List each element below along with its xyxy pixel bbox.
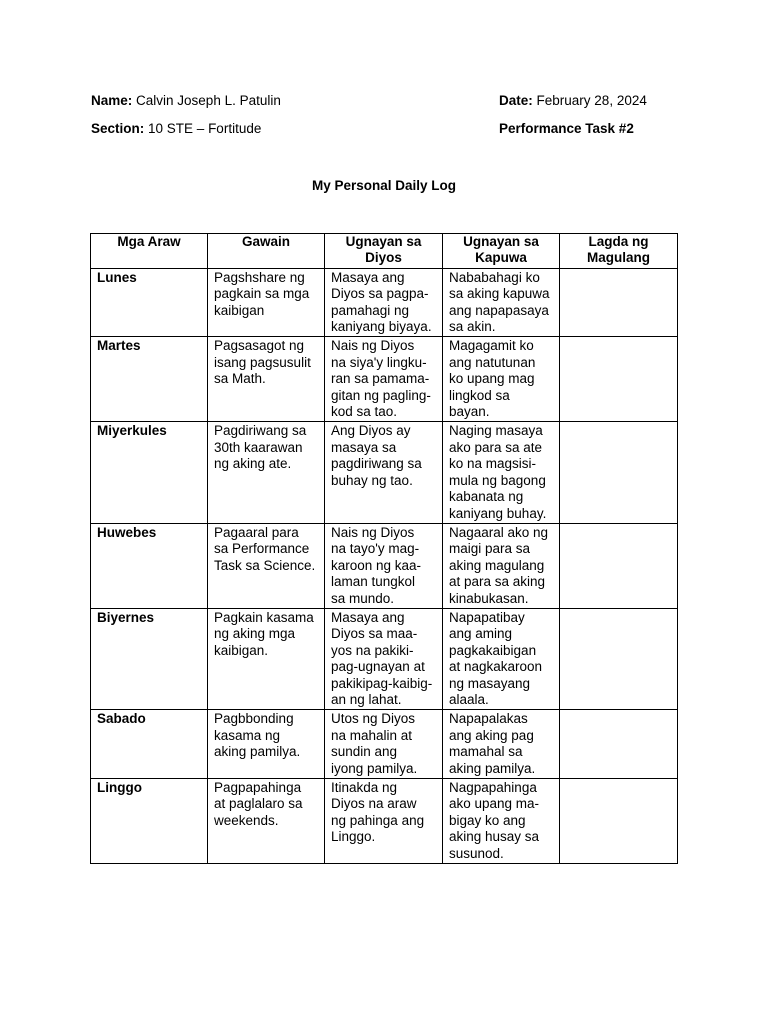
kapuwa-line: at nagkakaroon bbox=[449, 659, 543, 675]
kapuwa-line: susunod. bbox=[449, 845, 504, 861]
diyos-cell bbox=[325, 710, 443, 779]
gawain-cell bbox=[208, 422, 325, 523]
gawain-line: ng aking ate. bbox=[214, 456, 292, 472]
kapuwa-cell bbox=[443, 608, 560, 709]
table-row bbox=[91, 608, 678, 709]
lagda-cell bbox=[560, 779, 678, 864]
table-body bbox=[91, 268, 678, 863]
table-row bbox=[91, 710, 678, 779]
diyos-line: pagdiriwang sa bbox=[331, 456, 422, 472]
diyos-cell bbox=[325, 779, 443, 864]
diyos-line: kod sa tao. bbox=[331, 404, 398, 420]
table-header-row bbox=[91, 234, 678, 269]
kapuwa-line: ako upang ma- bbox=[449, 796, 540, 812]
kapuwa-line: ko upang mag bbox=[449, 371, 535, 387]
diyos-line: Diyos sa maa- bbox=[331, 626, 418, 642]
daily-log-table bbox=[90, 233, 678, 864]
gawain-cell bbox=[208, 779, 325, 864]
gawain-cell bbox=[208, 608, 325, 709]
name-value: Calvin Joseph L. Patulin bbox=[136, 93, 281, 108]
gawain-line: aking pamilya. bbox=[214, 744, 301, 760]
gawain-cell bbox=[208, 710, 325, 779]
kapuwa-line: ang aking pag bbox=[449, 727, 534, 743]
day-cell: Miyerkules bbox=[91, 422, 208, 523]
kapuwa-cell bbox=[443, 422, 560, 523]
diyos-line: Diyos sa pagpa- bbox=[331, 286, 429, 302]
kapuwa-line: aking pamilya. bbox=[449, 760, 536, 776]
diyos-cell bbox=[325, 337, 443, 422]
performance-task-label: Performance Task #2 bbox=[499, 121, 634, 136]
table-row bbox=[91, 422, 678, 523]
kapuwa-cell bbox=[443, 337, 560, 422]
diyos-line: an ng lahat. bbox=[331, 691, 402, 707]
header-lagda-ng-magulang bbox=[560, 234, 678, 269]
kapuwa-line: Nagaaral ako ng bbox=[449, 524, 549, 540]
header-line: Kapuwa bbox=[475, 250, 527, 266]
kapuwa-line: ng masayang bbox=[449, 675, 531, 691]
kapuwa-line: ang napapasaya bbox=[449, 302, 549, 318]
day-cell: Lunes bbox=[91, 268, 208, 337]
diyos-cell bbox=[325, 422, 443, 523]
header-line: Gawain bbox=[241, 234, 290, 249]
kapuwa-line: Napapatibay bbox=[449, 609, 525, 625]
document-title: My Personal Daily Log bbox=[311, 178, 457, 193]
header-ugnayan-sa-diyos bbox=[325, 234, 443, 269]
diyos-line: buhay ng tao. bbox=[331, 472, 413, 488]
diyos-line: gitan ng pagling- bbox=[331, 387, 431, 403]
kapuwa-line: aking husay sa bbox=[449, 829, 540, 845]
gawain-line: Pagshshare ng bbox=[214, 269, 305, 285]
name-label: Name: bbox=[91, 93, 133, 108]
section-label: Section: bbox=[91, 121, 145, 136]
diyos-line: karoon ng kaa- bbox=[331, 557, 422, 573]
gawain-line: 30th kaarawan bbox=[214, 439, 303, 455]
diyos-line: yos na pakiki- bbox=[331, 642, 414, 658]
diyos-line: laman tungkol bbox=[331, 574, 416, 590]
table-row bbox=[91, 523, 678, 608]
gawain-line: weekends. bbox=[214, 812, 279, 828]
gawain-cell bbox=[208, 268, 325, 337]
diyos-line: pamahagi ng bbox=[331, 302, 410, 318]
kapuwa-line: Nagpapahinga bbox=[449, 780, 537, 795]
name-field bbox=[91, 93, 281, 109]
diyos-cell bbox=[325, 268, 443, 337]
diyos-line: ng pahinga ang bbox=[331, 812, 425, 828]
date-label: Date: bbox=[499, 93, 533, 108]
diyos-cell bbox=[325, 608, 443, 709]
kapuwa-line: Napapalakas bbox=[449, 711, 528, 727]
gawain-line: at paglalaro sa bbox=[214, 796, 303, 812]
gawain-line: Pagdiriwang sa bbox=[214, 423, 307, 439]
kapuwa-line: sa aking kapuwa bbox=[449, 286, 550, 302]
diyos-line: pakikipag-kaibig- bbox=[331, 675, 433, 691]
lagda-cell bbox=[560, 710, 678, 779]
kapuwa-line: alaala. bbox=[449, 691, 489, 707]
kapuwa-line: bigay ko ang bbox=[449, 812, 526, 828]
diyos-line: Masaya ang bbox=[331, 609, 405, 625]
kapuwa-line: ang aming bbox=[449, 626, 513, 642]
gawain-line: kaibigan. bbox=[214, 642, 269, 658]
diyos-line: na mahalin at bbox=[331, 727, 413, 743]
day-cell: Martes bbox=[91, 337, 208, 422]
date-field bbox=[499, 93, 647, 109]
kapuwa-line: pagkakaibigan bbox=[449, 642, 537, 658]
diyos-line: na tayo'y mag- bbox=[331, 541, 420, 557]
gawain-line: sa Performance bbox=[214, 541, 310, 557]
kapuwa-cell bbox=[443, 523, 560, 608]
gawain-line: pagkain sa mga bbox=[214, 286, 310, 302]
header-gawain bbox=[208, 234, 325, 269]
gawain-line: Pagkain kasama bbox=[214, 609, 314, 625]
diyos-line: Nais ng Diyos bbox=[331, 524, 415, 540]
kapuwa-line: lingkod sa bbox=[449, 387, 510, 403]
day-cell: Huwebes bbox=[91, 523, 208, 608]
diyos-line: Linggo. bbox=[331, 829, 376, 845]
performance-task-field bbox=[499, 121, 634, 137]
diyos-line: Ang Diyos ay bbox=[331, 423, 411, 439]
kapuwa-cell bbox=[443, 268, 560, 337]
gawain-line: ng aking mga bbox=[214, 626, 296, 642]
kapuwa-line: mula ng bagong bbox=[449, 472, 546, 488]
header-line: Diyos bbox=[365, 250, 402, 266]
gawain-line: isang pagsusulit bbox=[214, 354, 311, 370]
diyos-line: kaniyang biyaya. bbox=[331, 319, 432, 335]
diyos-line: Utos ng Diyos bbox=[331, 711, 416, 727]
kapuwa-line: Magagamit ko bbox=[449, 338, 534, 354]
header-mga-araw bbox=[91, 234, 208, 269]
diyos-line: Itinakda ng bbox=[331, 780, 398, 795]
gawain-line: kasama ng bbox=[214, 727, 281, 743]
table-row bbox=[91, 268, 678, 337]
gawain-line: sa Math. bbox=[214, 371, 266, 387]
diyos-line: sundin ang bbox=[331, 744, 398, 760]
diyos-line: Diyos na araw bbox=[331, 796, 417, 812]
kapuwa-line: sa akin. bbox=[449, 319, 496, 335]
lagda-cell bbox=[560, 422, 678, 523]
day-cell: Linggo bbox=[91, 779, 208, 864]
table-row bbox=[91, 337, 678, 422]
header-line: Lagda ng bbox=[588, 234, 649, 249]
header-ugnayan-sa-kapuwa bbox=[443, 234, 560, 269]
kapuwa-line: aking magulang bbox=[449, 557, 545, 573]
gawain-line: kaibigan bbox=[214, 302, 265, 318]
gawain-line: Pagsasagot ng bbox=[214, 338, 305, 354]
kapuwa-line: Nababahagi ko bbox=[449, 269, 540, 285]
day-cell: Biyernes bbox=[91, 608, 208, 709]
kapuwa-line: ko na magsisi- bbox=[449, 456, 537, 472]
lagda-cell bbox=[560, 608, 678, 709]
diyos-line: ran sa pamama- bbox=[331, 371, 430, 387]
section-field bbox=[91, 121, 261, 137]
header-line: Magulang bbox=[587, 250, 650, 266]
gawain-line: Pagaaral para bbox=[214, 524, 299, 540]
kapuwa-line: kaniyang buhay. bbox=[449, 505, 547, 521]
gawain-line: Pagpapahinga bbox=[214, 780, 302, 795]
kapuwa-cell bbox=[443, 710, 560, 779]
lagda-cell bbox=[560, 523, 678, 608]
gawain-line: Task sa Science. bbox=[214, 557, 316, 573]
gawain-line: Pagbbonding bbox=[214, 711, 294, 727]
kapuwa-cell bbox=[443, 779, 560, 864]
kapuwa-line: Naging masaya bbox=[449, 423, 543, 439]
section-value: 10 STE – Fortitude bbox=[148, 121, 262, 136]
gawain-cell bbox=[208, 337, 325, 422]
diyos-line: sa mundo. bbox=[331, 590, 395, 606]
kapuwa-line: kabanata ng bbox=[449, 489, 524, 505]
diyos-cell bbox=[325, 523, 443, 608]
diyos-line: Masaya ang bbox=[331, 269, 405, 285]
diyos-line: masaya sa bbox=[331, 439, 397, 455]
lagda-cell bbox=[560, 337, 678, 422]
kapuwa-line: ang natutunan bbox=[449, 354, 536, 370]
table-row bbox=[91, 779, 678, 864]
diyos-line: Nais ng Diyos bbox=[331, 338, 415, 354]
diyos-line: na siya'y lingku- bbox=[331, 354, 427, 370]
diyos-line: iyong pamilya. bbox=[331, 760, 418, 776]
kapuwa-line: kinabukasan. bbox=[449, 590, 529, 606]
kapuwa-line: maigi para sa bbox=[449, 541, 531, 557]
day-cell: Sabado bbox=[91, 710, 208, 779]
diyos-line: pag-ugnayan at bbox=[331, 659, 425, 675]
kapuwa-line: ako para sa ate bbox=[449, 439, 543, 455]
date-value: February 28, 2024 bbox=[536, 93, 647, 108]
header-line: Ugnayan sa bbox=[463, 234, 539, 249]
kapuwa-line: mamahal sa bbox=[449, 744, 523, 760]
lagda-cell bbox=[560, 268, 678, 337]
kapuwa-line: at para sa aking bbox=[449, 574, 546, 590]
gawain-cell bbox=[208, 523, 325, 608]
header-line: Ugnayan sa bbox=[345, 234, 422, 249]
kapuwa-line: bayan. bbox=[449, 404, 490, 420]
header-line: Mga Araw bbox=[117, 234, 181, 249]
